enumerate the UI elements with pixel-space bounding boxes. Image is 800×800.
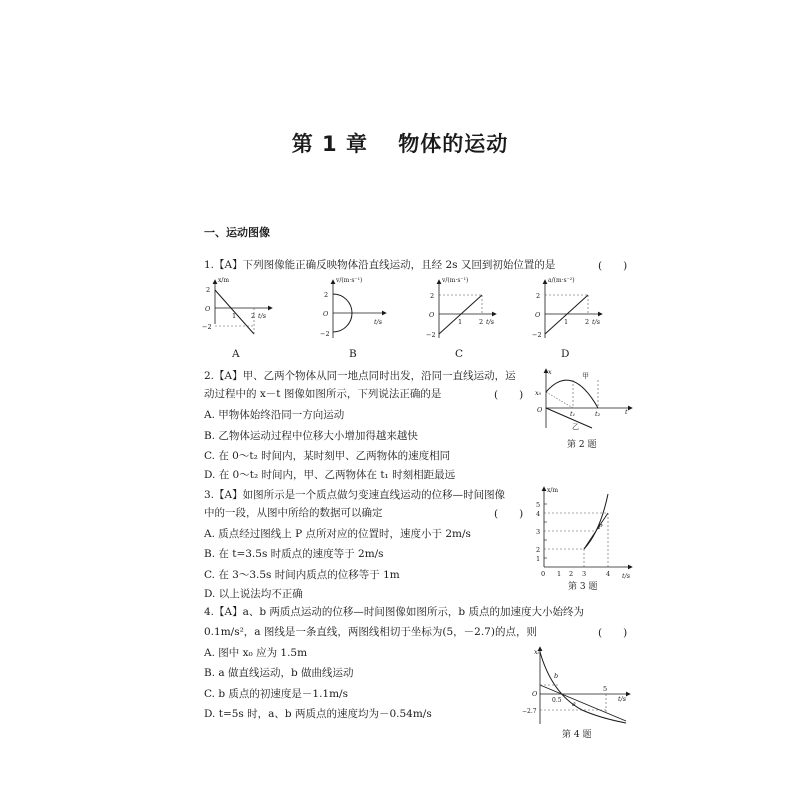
q3-fig-ytick-5: 5 [536,501,541,509]
q1a-ytick-neg: −2 [202,323,212,331]
q2-figure [532,366,636,432]
q1c-xtick-1: 1 [458,318,463,326]
q1c-xtick-2: 2 [479,318,484,326]
q1-graph-d-label: D [561,348,570,360]
q1a-ylabel: x/m [218,277,230,284]
q4-option-c: C. b 质点的初速度是－1.1m/s [204,688,348,700]
q4-line1: 4.【A】a、b 两质点运动的位移—时间图像如图所示，b 质点的加速度大小始终为 [204,606,584,618]
q1-graph-b [318,276,398,340]
q1c-ytick-neg: −2 [426,331,436,339]
q4-fig-xlabel: t/s [618,695,627,703]
q1d-origin: O [535,311,541,319]
q1d-ylabel: a/(m·s⁻²) [548,277,575,284]
q1-answer-paren: ( ) [598,260,628,272]
q1a-xlabel: t/s [258,312,267,320]
q2-option-b: B. 乙物体运动过程中位移大小增加得越来越快 [204,430,418,442]
q3-answer-paren: ( ) [494,508,524,520]
q4-option-b: B. a 做直线运动，b 做曲线运动 [204,667,354,679]
q2-line2: 动过程中的 x－t 图像如图所示，下列说法正确的是 [204,388,442,400]
q2-option-d: D. 在 0～t₂ 时间内，甲、乙两物体在 t₁ 时刻相距最远 [204,469,456,481]
q3-line2: 中的一段，从图中所给的数据可以确定 [204,507,383,519]
q2-answer-paren: ( ) [494,389,524,401]
q2-fig-xlabel: t [625,408,628,416]
q4-fig-t5: 5 [603,685,608,693]
q2-caption: 第 2 题 [567,440,597,450]
q4-line2: 0.1m/s²，a 图线是一条直线，两图线相切于坐标为(5，－2.7)的点，则 [204,626,537,638]
q1d-ytick-neg: −2 [532,331,542,339]
q1-graph-a [200,276,280,340]
q3-fig-xlabel: t/s [622,572,631,580]
q3-option-c: C. 在 3～3.5s 时间内质点的位移等于 1m [204,569,400,581]
q3-fig-ytick-2: 2 [536,546,541,554]
q1a-xtick-1: 1 [232,312,237,320]
q1b-ytick-pos: 2 [324,291,329,299]
q1b-ylabel: v/(m·s⁻¹) [336,277,363,284]
q1c-origin: O [429,311,435,319]
q4-answer-paren: ( ) [598,627,628,639]
q1-graph-c [424,276,504,340]
q3-caption: 第 3 题 [568,582,598,592]
q3-line1: 3.【A】如图所示是一个质点做匀变速直线运动的位移—时间图像 [204,489,506,501]
q3-fig-xtick-2: 2 [569,570,574,578]
q2-line1: 2.【A】甲、乙两个物体从同一地点同时出发，沿同一直线运动，运 [204,370,516,382]
q1c-ylabel: v/(m·s⁻¹) [442,277,469,284]
q3-fig-ylabel: x/m [547,487,559,494]
q3-fig-xtick-4: 4 [606,570,611,578]
q2-fig-y0: x₀ [535,389,542,397]
q1b-ytick-neg: −2 [320,330,330,338]
q1-graph-b-label: B [349,348,357,360]
q2-fig-origin: O [537,406,543,414]
q1c-xlabel: t/s [486,318,495,326]
q4-option-a: A. 图中 x₀ 应为 1.5m [204,647,308,659]
q2-fig-jia: 甲 [582,372,589,380]
q1d-xtick-2: 2 [585,318,590,326]
q4-fig-a: a [572,700,576,708]
q4-option-d: D. t=5s 时，a、b 两质点的速度均为－0.54m/s [204,708,432,720]
q3-fig-ytick-1: 1 [536,555,541,563]
q3-option-a: A. 质点经过图线上 P 点所对应的位置时，速度小于 2m/s [204,528,471,540]
q1a-xtick-2: 2 [251,312,256,320]
q3-option-b: B. 在 t=3.5s 时质点的速度等于 2m/s [204,548,384,560]
q2-option-a: A. 甲物体始终沿同一方向运动 [204,409,345,421]
q4-caption: 第 4 题 [562,730,592,740]
q1a-ytick-pos: 2 [206,286,211,294]
q2-fig-ylabel: x [548,368,552,376]
q3-fig-xtick-0: 0 [541,570,546,578]
q3-fig-xtick-3: 3 [582,570,587,578]
q3-fig-xtick-1: 1 [557,570,562,578]
q3-fig-ytick-4: 4 [536,510,541,518]
q1c-ytick-pos: 2 [430,292,435,300]
q1-text: 1.【A】下列图像能正确反映物体沿直线运动，且经 2s 又回到初始位置的是 [204,259,556,271]
q2-fig-t2: t₂ [595,410,601,418]
q4-figure [522,644,634,726]
chapter-title: 第 1 章 物体的运动 [291,132,509,156]
q2-option-c: C. 在 0～t₂ 时间内，某时刻甲、乙两物体的速度相同 [204,450,451,462]
q4-fig-yneg: −2.7 [522,708,537,715]
q1b-origin: O [323,310,329,318]
q1b-xlabel: t/s [374,318,383,326]
q4-fig-t05: 0.5 [552,697,562,704]
section-heading: 一、运动图像 [204,226,270,239]
q1-graph-d [530,276,610,340]
q4-fig-b: b [554,672,559,680]
q3-option-d: D. 以上说法均不正确 [204,588,303,600]
q4-fig-origin: O [532,690,538,698]
q2-fig-yi: 乙 [572,423,579,431]
q1d-xtick-1: 1 [564,318,569,326]
q1a-origin: O [205,305,211,313]
q1-graph-a-label: A [232,348,240,360]
q2-fig-t1: t₁ [570,410,576,418]
q3-fig-point: P [598,523,603,531]
q3-fig-ytick-3: 3 [536,528,541,536]
q1d-xlabel: t/s [592,318,601,326]
q4-fig-y0: x₀ [534,648,541,656]
q3-figure [532,484,636,580]
q1d-ytick-pos: 2 [536,292,541,300]
q1-graph-c-label: C [455,348,464,360]
